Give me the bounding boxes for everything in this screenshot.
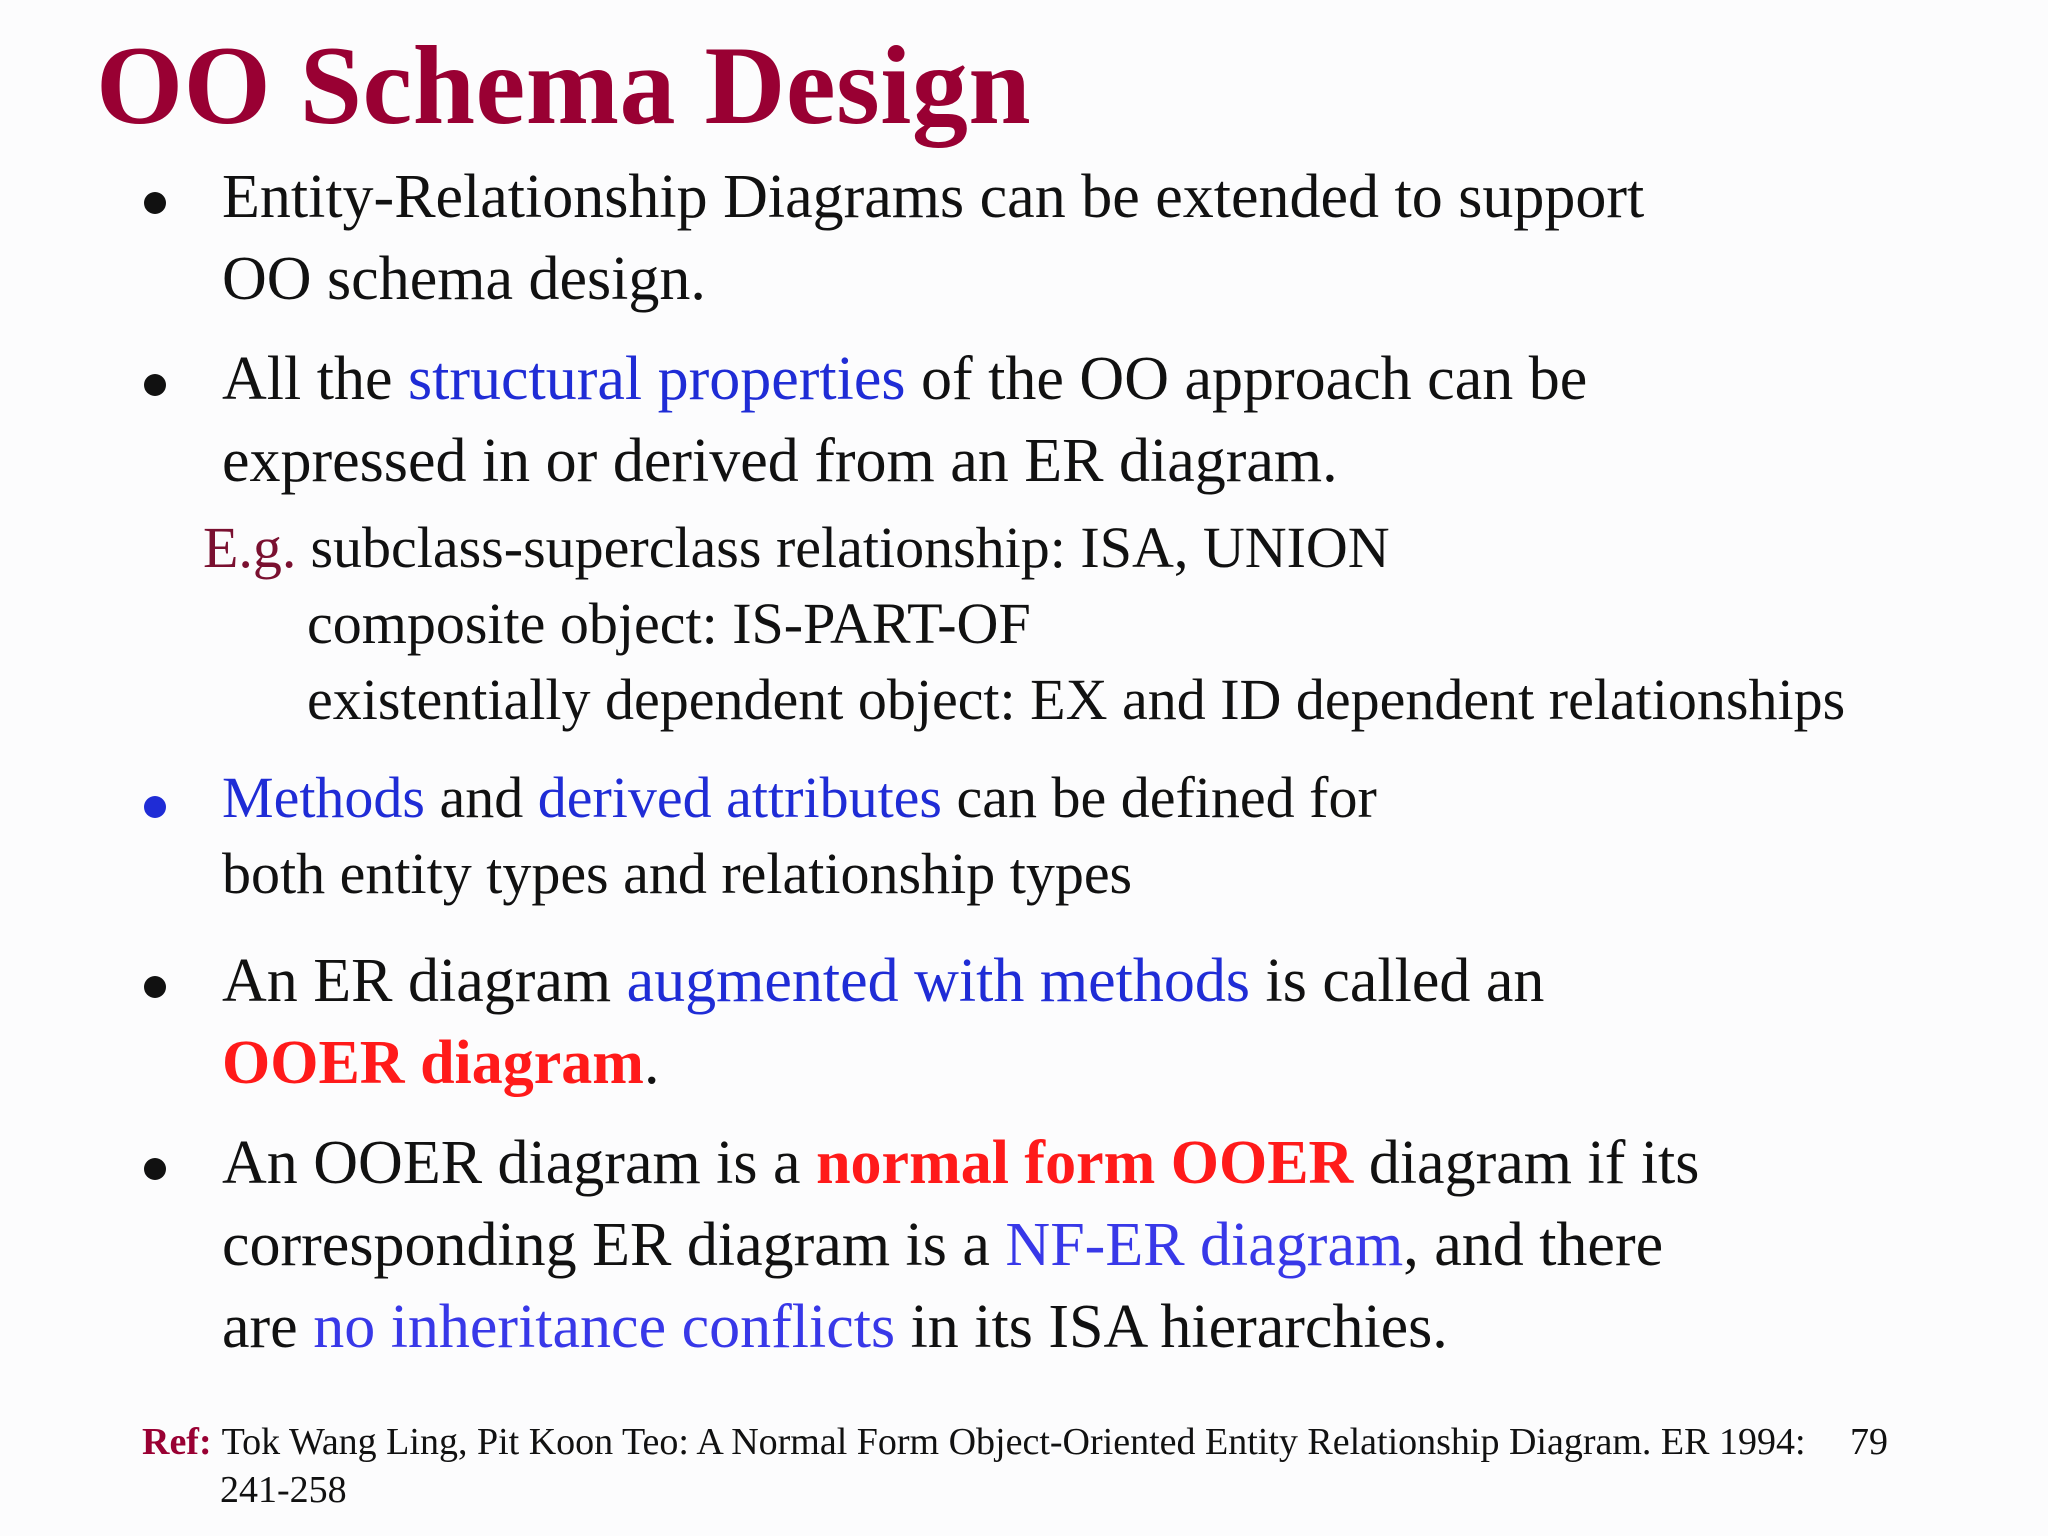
bullet-text	[222, 760, 2018, 912]
bullet-line: Entity-Relationship Diagrams can be extended to support	[222, 163, 1645, 231]
example-line-2: composite object: IS-PART-OF	[307, 591, 1031, 656]
text-span: is called an	[1249, 947, 1545, 1015]
text-span: are	[222, 1293, 314, 1361]
text-span: All the	[222, 345, 408, 413]
text-span: diagram if its	[1353, 1129, 1700, 1197]
highlight-ooer-diagram: OOER diagram	[222, 1029, 644, 1097]
bullet-line: OO schema design.	[222, 245, 706, 313]
highlight-structural-properties: structural properties	[407, 345, 906, 413]
text-span: and	[425, 765, 538, 830]
text-span: An ER diagram	[222, 947, 627, 1015]
slide-title: OO Schema Design	[96, 24, 1032, 148]
highlight-augmented-with-methods: augmented with methods	[626, 947, 1250, 1015]
bullet-item-4	[138, 940, 2018, 1104]
bullet-line	[222, 1204, 2018, 1286]
reference	[142, 1418, 1806, 1514]
page-number: 79	[1850, 1421, 1888, 1463]
text-span: can be defined for	[942, 765, 1377, 830]
bullet-text	[222, 338, 2018, 502]
bullet-dot	[144, 192, 166, 214]
bullet-line: both entity types and relationship types	[222, 841, 1133, 906]
reference-line-1	[142, 1418, 1806, 1466]
bullet-text	[222, 1122, 2018, 1368]
bullet-line	[222, 1022, 2018, 1104]
highlight-methods: Methods	[222, 765, 425, 830]
bullet-dot	[144, 976, 166, 998]
bullet-line	[222, 760, 2018, 836]
bullet-line	[222, 1122, 2018, 1204]
reference-line-2: 241-258	[220, 1469, 347, 1511]
example-label: E.g.	[203, 515, 297, 580]
text-span: , and there	[1403, 1211, 1664, 1279]
example-line-1	[203, 510, 1845, 586]
bullet-item-5	[138, 1122, 2018, 1368]
highlight-nf-er-diagram: NF-ER diagram	[1005, 1211, 1404, 1279]
bullet-item-3	[138, 760, 2018, 912]
text-span: An OOER diagram is a	[222, 1129, 817, 1197]
highlight-no-inheritance-conflicts: no inheritance conflicts	[313, 1293, 896, 1361]
bullet-line	[222, 338, 2018, 420]
bullet-line	[222, 940, 2018, 1022]
text-span: in its ISA hierarchies.	[895, 1293, 1448, 1361]
bullet-text	[222, 940, 2018, 1104]
text-span: corresponding ER diagram is a	[222, 1211, 1006, 1279]
bullet-item-2	[138, 338, 2018, 502]
highlight-derived-attributes: derived attributes	[537, 765, 942, 830]
bullet-dot	[144, 374, 166, 396]
highlight-normal-form-ooer: normal form OOER	[816, 1129, 1354, 1197]
bullet-text	[222, 156, 2018, 320]
text-span: of the OO approach can be	[905, 345, 1588, 413]
bullet-item-1	[138, 156, 2018, 320]
text-span: .	[643, 1029, 660, 1097]
example-text: subclass-superclass relationship: ISA, UNION	[310, 515, 1390, 580]
bullet-line: expressed in or derived from an ER diagram.	[222, 427, 1338, 495]
example-line-3: existentially dependent object: EX and ID dependent relationships	[307, 667, 1846, 732]
bullet-dot	[144, 796, 166, 818]
bullet-dot	[144, 1158, 166, 1180]
example-block	[203, 510, 1845, 738]
bullet-line	[222, 1286, 2018, 1368]
reference-text: Tok Wang Ling, Pit Koon Teo: A Normal Form Object-Oriented Entity Relationship Diagram. ER 1994:	[221, 1421, 1806, 1463]
reference-label: Ref:	[142, 1421, 212, 1463]
